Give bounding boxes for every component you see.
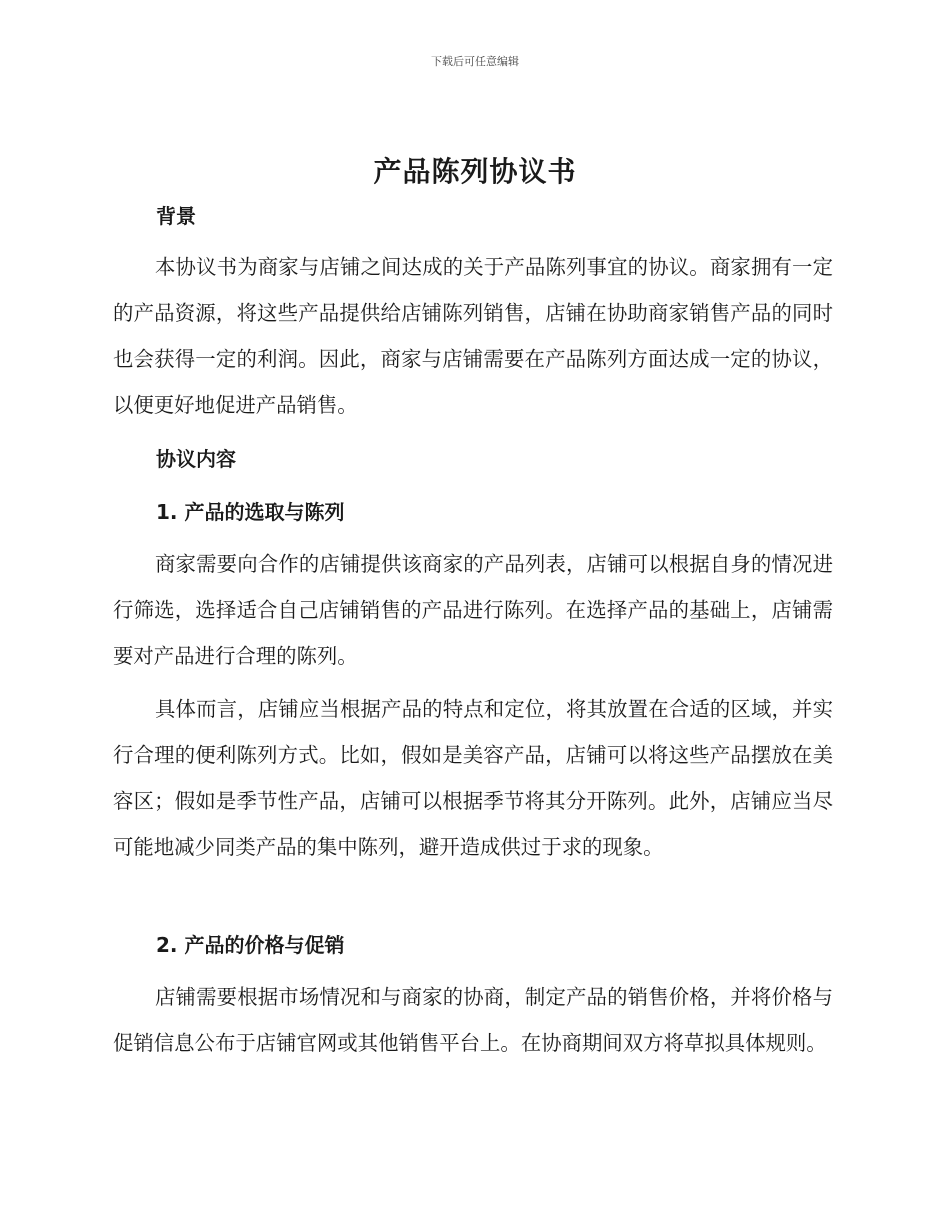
section-selection-detail — [113, 686, 833, 870]
section-heading-selection: 1. 产品的选取与陈列 — [156, 500, 345, 524]
page-header: 下载后可任意编辑 — [431, 55, 519, 68]
paragraph-pricing: 店铺需要根据市场情况和与商家的协商，制定产品的销售价格，并将价格与促销信息公布于店铺官网或其他销售平台上。在协商期间双方将草拟具体规则。 — [113, 985, 833, 1055]
section-pricing — [113, 974, 833, 1066]
section-heading-content: 协议内容 — [156, 447, 236, 471]
section-heading-pricing: 2. 产品的价格与促销 — [156, 933, 345, 957]
section-heading-background: 背景 — [156, 204, 196, 228]
section-selection — [113, 541, 833, 679]
section-background — [113, 244, 833, 428]
paragraph-background: 本协议书为商家与店铺之间达成的关于产品陈列事宜的协议。商家拥有一定的产品资源，将这些产品提供给店铺陈列销售，店铺在协助商家销售产品的同时也会获得一定的利润。因此，商家与店铺需要在产品陈列方面达成一定的协议，以便更好地促进产品销售。 — [113, 255, 833, 417]
paragraph-selection-2: 具体而言，店铺应当根据产品的特点和定位，将其放置在合适的区域，并实行合理的便利陈列方式。比如，假如是美容产品，店铺可以将这些产品摆放在美容区；假如是季节性产品，店铺可以根据季节将其分开陈列。此外，店铺应当尽可能地减少同类产品的集中陈列，避开造成供过于求的现象。 — [113, 697, 833, 859]
document-title: 产品陈列协议书 — [373, 155, 577, 188]
paragraph-selection-1: 商家需要向合作的店铺提供该商家的产品列表，店铺可以根据自身的情况进行筛选，选择适合自己店铺销售的产品进行陈列。在选择产品的基础上，店铺需要对产品进行合理的陈列。 — [113, 552, 833, 668]
